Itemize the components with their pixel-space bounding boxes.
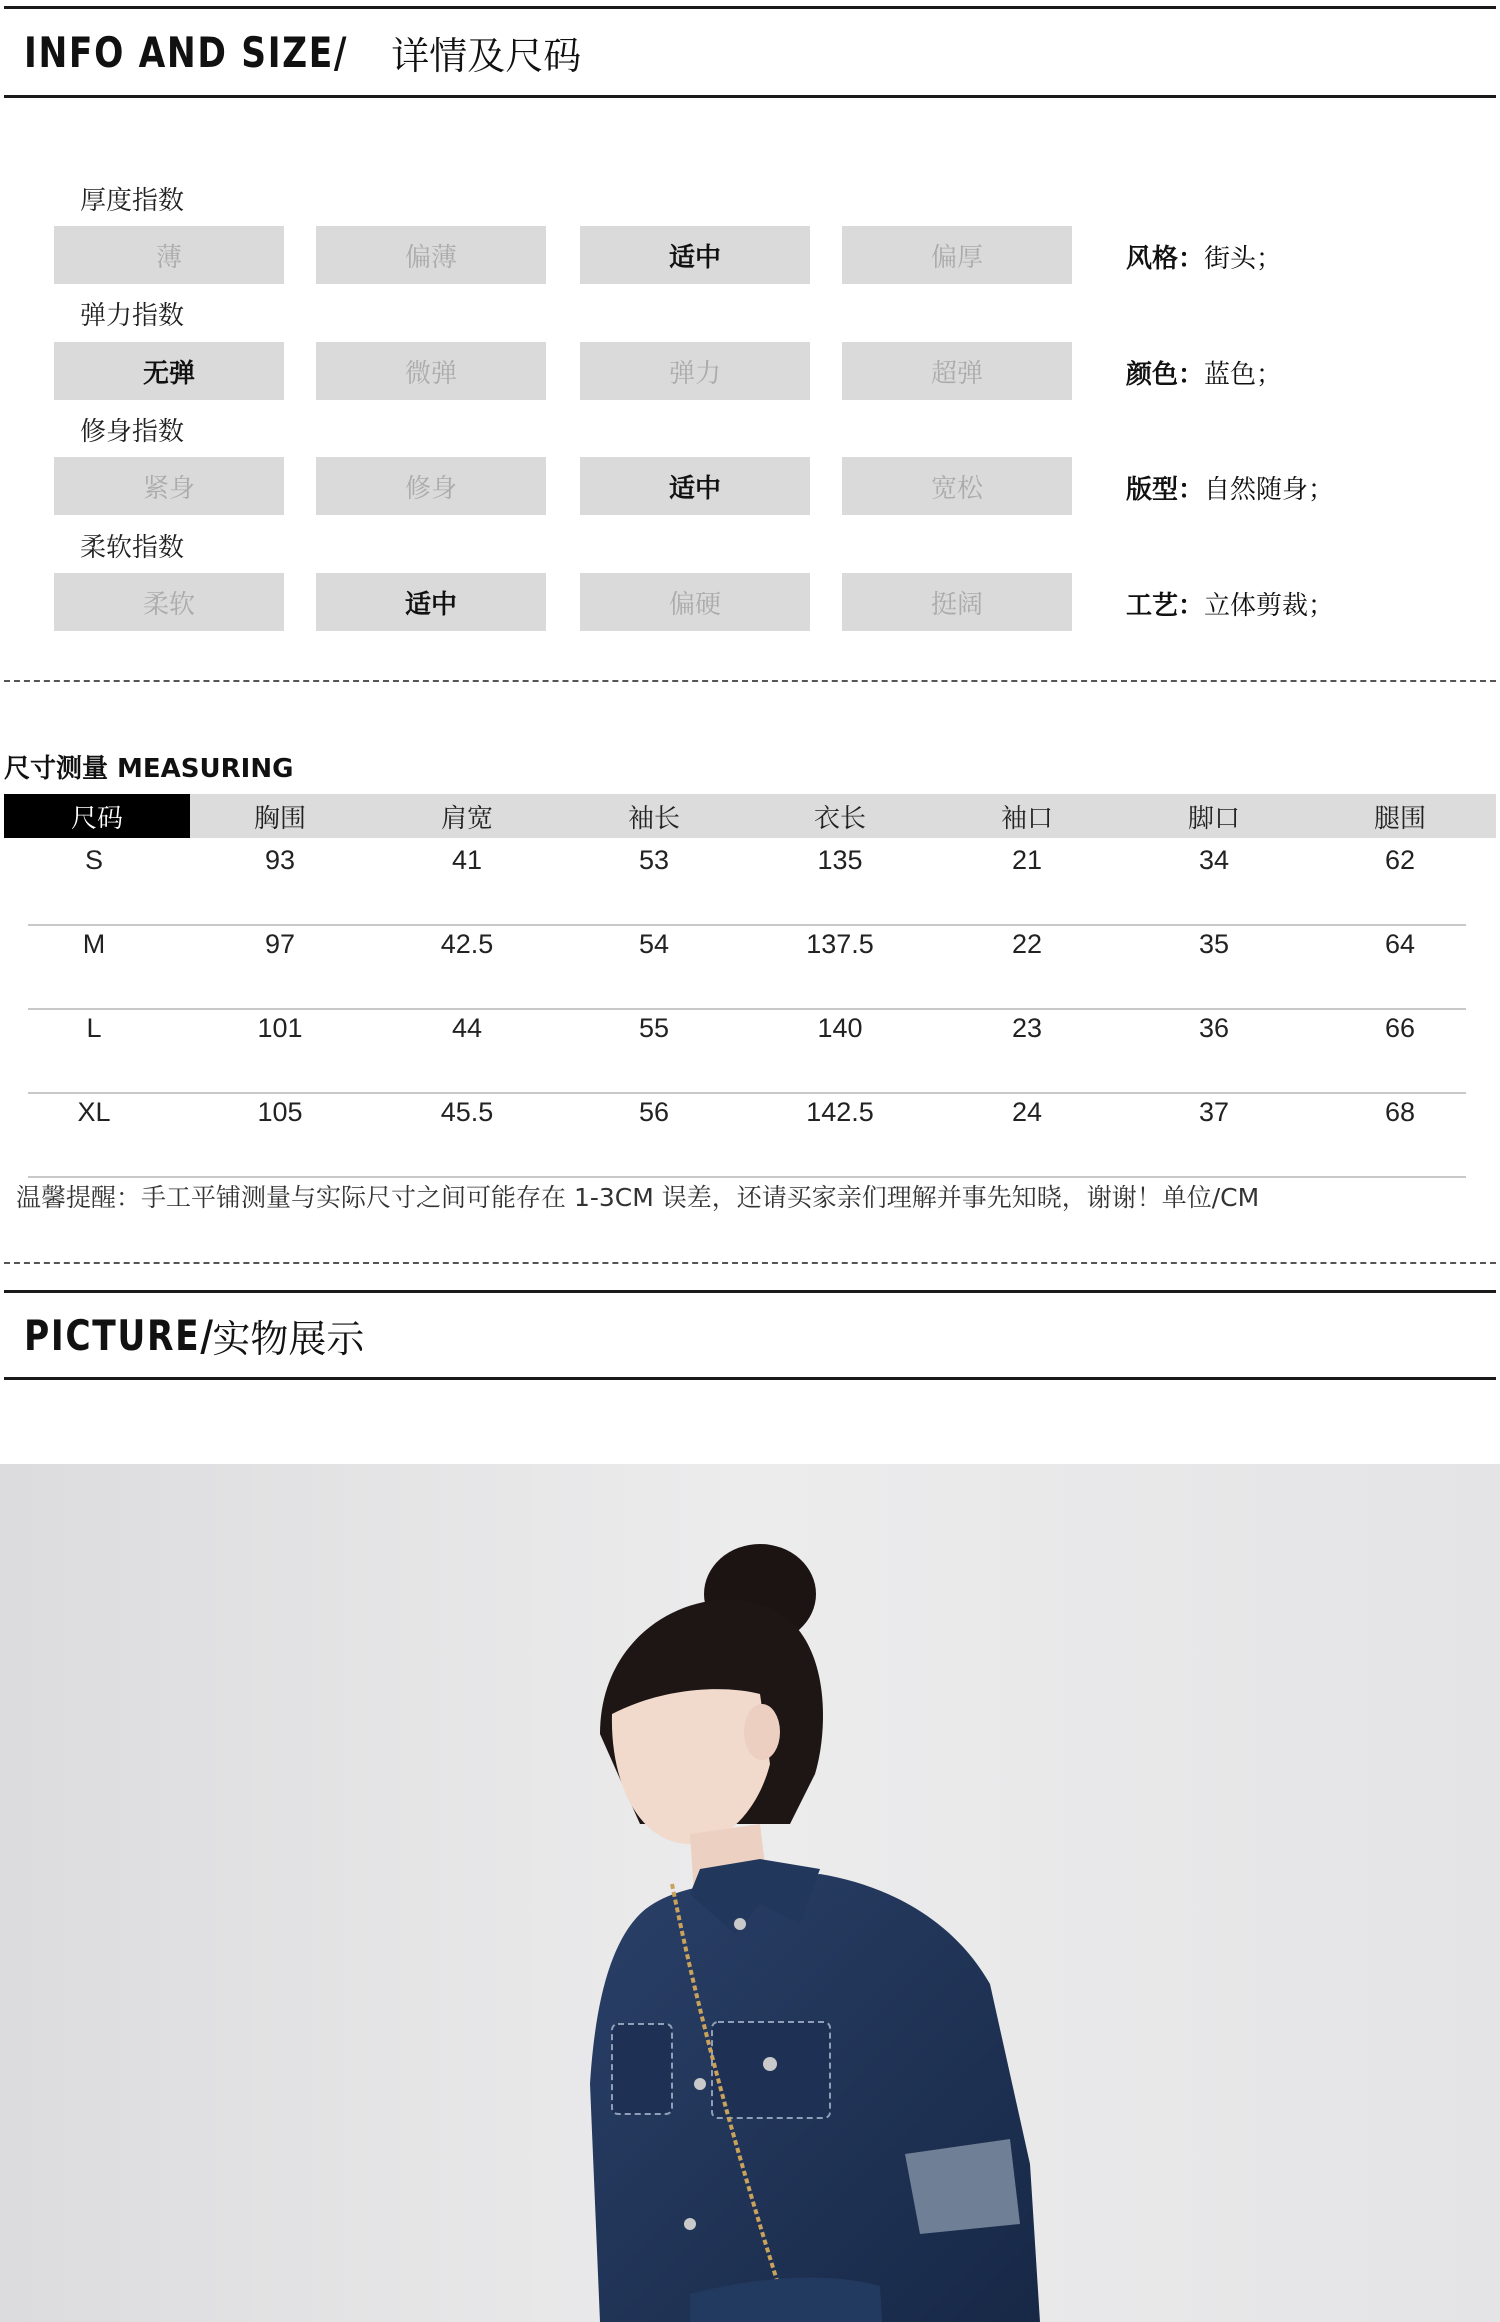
size-table-header [4, 794, 1496, 838]
index-level-selected: 无弹 [54, 342, 284, 400]
table-cell: 135 [817, 844, 863, 875]
divider [4, 1262, 1496, 1264]
product-photo [0, 1464, 1500, 2322]
table-cell: XL [77, 1096, 111, 1127]
index-level: 超弹 [842, 342, 1072, 400]
table-header-cell: 袖长 [627, 803, 680, 834]
table-cell: 21 [1011, 844, 1043, 875]
table-cell: 34 [1198, 844, 1230, 875]
index-level: 修身 [316, 457, 546, 515]
table-header-cell: 袖口 [1000, 803, 1053, 834]
index-label: 修身指数 [80, 417, 185, 447]
index-level: 宽松 [842, 457, 1072, 515]
attribute-item [1126, 238, 1282, 275]
table-cell: 45.5 [440, 1096, 494, 1127]
index-level: 弹力 [580, 342, 810, 400]
table-header-cell: 胸围 [253, 803, 306, 834]
index-level: 微弹 [316, 342, 546, 400]
table-cell: 42.5 [440, 928, 494, 959]
table-cell: 37 [1198, 1096, 1230, 1127]
table-cell: L [86, 1012, 102, 1043]
table-cell: 53 [638, 844, 670, 875]
index-level: 紧身 [54, 457, 284, 515]
info-title-cn: 详情及尺码 [391, 33, 582, 78]
table-cell: 66 [1384, 1012, 1416, 1043]
table-cell: 56 [638, 1096, 670, 1127]
index-level: 柔软 [54, 573, 284, 631]
picture-title-cn: 实物展示 [212, 1316, 365, 1361]
table-cell: 35 [1198, 928, 1230, 959]
table-header-cell: 尺码 [4, 794, 190, 838]
model-illustration [0, 1464, 1500, 2322]
table-cell: 137.5 [806, 928, 874, 959]
index-level: 偏厚 [842, 226, 1072, 284]
index-label: 弹力指数 [80, 301, 185, 331]
table-cell: 55 [638, 1012, 670, 1043]
table-header-cell: 脚口 [1187, 803, 1240, 834]
index-level-selected: 适中 [316, 573, 546, 631]
attribute-key: 工艺： [1126, 591, 1205, 621]
info-title-en: INFO AND SIZE/ [24, 27, 349, 77]
index-level-selected: 适中 [580, 457, 810, 515]
attribute-key: 风格： [1126, 244, 1205, 274]
attribute-value: 蓝色； [1204, 360, 1283, 390]
table-cell: 68 [1384, 1096, 1416, 1127]
table-cell: 101 [257, 1012, 303, 1043]
table-header-cell: 肩宽 [440, 803, 493, 834]
info-size-header [4, 6, 1496, 98]
table-row [28, 1092, 1466, 1178]
table-cell: 24 [1011, 1096, 1043, 1127]
attribute-item [1126, 585, 1334, 622]
table-cell: 36 [1198, 1012, 1230, 1043]
attribute-key: 颜色： [1126, 360, 1205, 390]
table-row [28, 924, 1466, 1010]
table-cell: 44 [451, 1012, 483, 1043]
table-cell: 105 [257, 1096, 303, 1127]
table-header-cell: 衣长 [813, 803, 866, 834]
attribute-item [1126, 469, 1334, 506]
picture-header [4, 1290, 1496, 1380]
attribute-value: 街头； [1204, 244, 1283, 274]
table-cell: 64 [1384, 928, 1416, 959]
table-row [28, 840, 1466, 926]
table-cell: S [84, 844, 103, 875]
index-level: 挺阔 [842, 573, 1072, 631]
divider [4, 680, 1496, 682]
index-label: 柔软指数 [80, 533, 185, 563]
table-cell: 140 [817, 1012, 863, 1043]
index-level: 偏薄 [316, 226, 546, 284]
index-level: 薄 [54, 226, 284, 284]
index-level-selected: 适中 [580, 226, 810, 284]
table-cell: 142.5 [806, 1096, 874, 1127]
table-cell: 97 [264, 928, 296, 959]
attribute-value: 自然随身； [1204, 475, 1335, 505]
table-cell: M [82, 928, 106, 959]
attribute-key: 版型： [1126, 475, 1205, 505]
table-cell: 23 [1011, 1012, 1043, 1043]
table-cell: 54 [638, 928, 670, 959]
table-row [28, 1008, 1466, 1094]
table-cell: 62 [1384, 844, 1416, 875]
table-header-cell: 腿围 [1373, 803, 1426, 834]
measure-note: 温馨提醒：手工平铺测量与实际尺寸之间可能存在 1-3CM 误差，还请买家亲们理解并事先知晓，谢谢！单位/CM [16, 1183, 1260, 1212]
index-label: 厚度指数 [80, 186, 185, 216]
table-cell: 93 [264, 844, 296, 875]
attribute-value: 立体剪裁； [1204, 591, 1335, 621]
table-cell: 41 [451, 844, 483, 875]
attribute-item [1126, 354, 1282, 391]
index-level: 偏硬 [580, 573, 810, 631]
table-cell: 22 [1011, 928, 1043, 959]
measure-title: 尺寸测量 MEASURING [4, 754, 294, 784]
picture-title-en: PICTURE/ [24, 1310, 215, 1360]
